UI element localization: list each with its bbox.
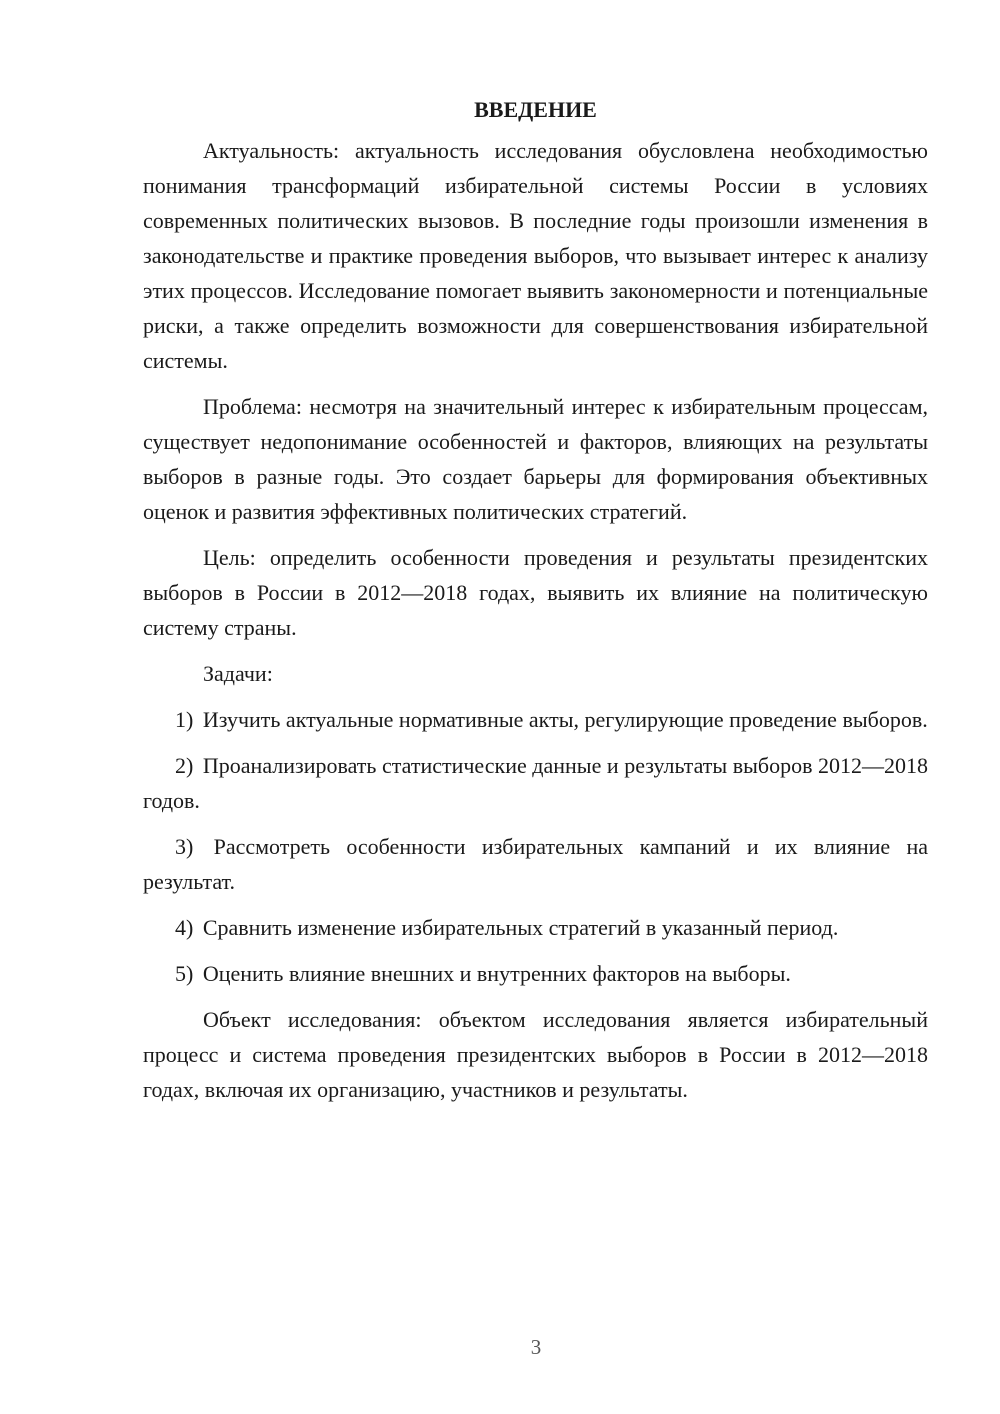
tasks-heading: Задачи:	[203, 661, 273, 686]
task-item-1	[143, 702, 928, 737]
paragraph-problem: Проблема: несмотря на значительный интерес к избирательным процессам, существует недопонимание особенностей и факторов, влияющих на результаты выборов в разные годы. Это создает барьеры для формирования объективных оценок и развития эффективных политических стратегий.	[143, 394, 928, 524]
task-item-2	[143, 748, 928, 818]
task-item-5	[143, 956, 928, 991]
paragraph-goal: Цель: определить особенности проведения и результаты президентских выборов в России в 2012—2018 годах, выявить их влияние на политическую систему страны.	[143, 545, 928, 640]
task-text: Рассмотреть особенности избирательных кампаний и их влияние на результат.	[143, 834, 929, 894]
task-number: 2)	[175, 753, 194, 778]
task-number: 1)	[175, 707, 194, 732]
paragraph-object: Объект исследования: объектом исследования является избирательный процесс и система проведения президентских выборов в России в 2012—2018 годах, включая их организацию, участников и результаты.	[143, 1007, 928, 1102]
task-number: 3)	[175, 834, 194, 859]
paragraph-relevance: Актуальность: актуальность исследования обусловлена необходимостью понимания трансформаций избирательной системы России в условиях современных политических вызовов. В последние годы произошли изменения в законодательстве и практике проведения выборов, что вызывает интерес к анализу этих процессов. Исследование помогает выявить закономерности и потенциальные риски, а также определить возможности для совершенствования избирательной системы.	[143, 138, 928, 373]
task-item-4	[143, 910, 928, 945]
task-text: Оценить влияние внешних и внутренних факторов на выборы.	[202, 961, 791, 986]
task-text: Изучить актуальные нормативные акты, регулирующие проведение выборов.	[202, 707, 928, 732]
task-number: 4)	[175, 915, 194, 940]
task-text: Сравнить изменение избирательных стратегий в указанный период.	[202, 915, 839, 940]
task-item-3	[143, 829, 928, 899]
page-number: 3	[530, 1335, 542, 1359]
page-title: ВВЕДЕНИЕ	[474, 97, 597, 122]
task-number: 5)	[175, 961, 194, 986]
document-page	[143, 92, 928, 1118]
task-text: Проанализировать статистические данные и результаты выборов 2012—2018 годов.	[143, 753, 929, 813]
